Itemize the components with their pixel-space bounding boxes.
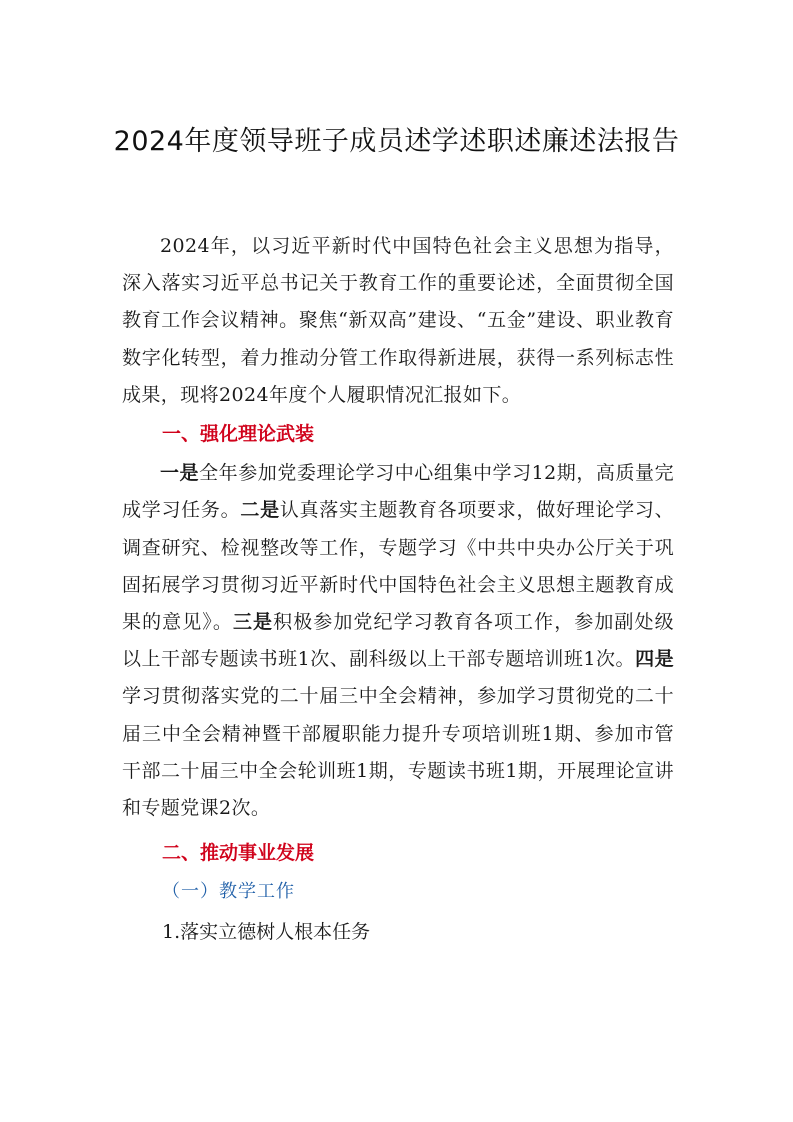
document-title: 2024年度领导班子成员述学述职述廉述法报告 [113, 126, 680, 157]
section-heading-1: 一、强化理论武装 [162, 423, 315, 446]
spacer [122, 827, 674, 835]
list-item: 1.落实立德树人根本任务 [162, 921, 371, 944]
section-heading-2: 二、推动事业发展 [162, 842, 315, 865]
point-text-2: 认真落实主题教育各项要求，做好理论学习、调查研究、检视整改等工作，专题学习《中共中央办公厅关于巩固拓展学习贯彻习近平新时代中国特色社会主义思想主题教育成果的意见》。 [122, 499, 674, 634]
point-text-1: 全年参加党委理论学习中心组集中学习12期，高质量完成学习任务。 [122, 462, 674, 522]
point-lead-4: 四是 [635, 648, 674, 671]
intro-paragraph: 2024年，以习近平新时代中国特色社会主义思想为指导，深入落实习近平总书记关于教育工作的重要论述，全面贯彻全国教育工作会议精神。聚焦“新双高”建设、“五金”建设、职业教育数字化转型，着力推动分管工作取得新进展，获得一系列标志性成果，现将2024年度个人履职情况汇报如下。 [122, 235, 674, 406]
point-text-4: 学习贯彻落实党的二十届三中全会精神，参加学习贯彻党的二十届三中全会精神暨干部履职能力提升专项培训班1期、参加市管干部二十届三中全会轮训班1期，专题读书班1期，开展理论宣讲和专题党课2次。 [122, 685, 674, 820]
subsection-heading: （一）教学工作 [162, 881, 295, 903]
section1-paragraph [122, 455, 674, 827]
point-lead-3: 三是 [232, 611, 274, 634]
point-lead-2: 二是 [240, 499, 280, 522]
point-lead-1: 一是 [160, 462, 200, 485]
document-body [122, 228, 674, 952]
point-text-3: 积极参加党纪学习教育各项工作，参加副处级以上干部专题读书班1次、副科级以上干部专题培训班1次。 [122, 611, 674, 671]
